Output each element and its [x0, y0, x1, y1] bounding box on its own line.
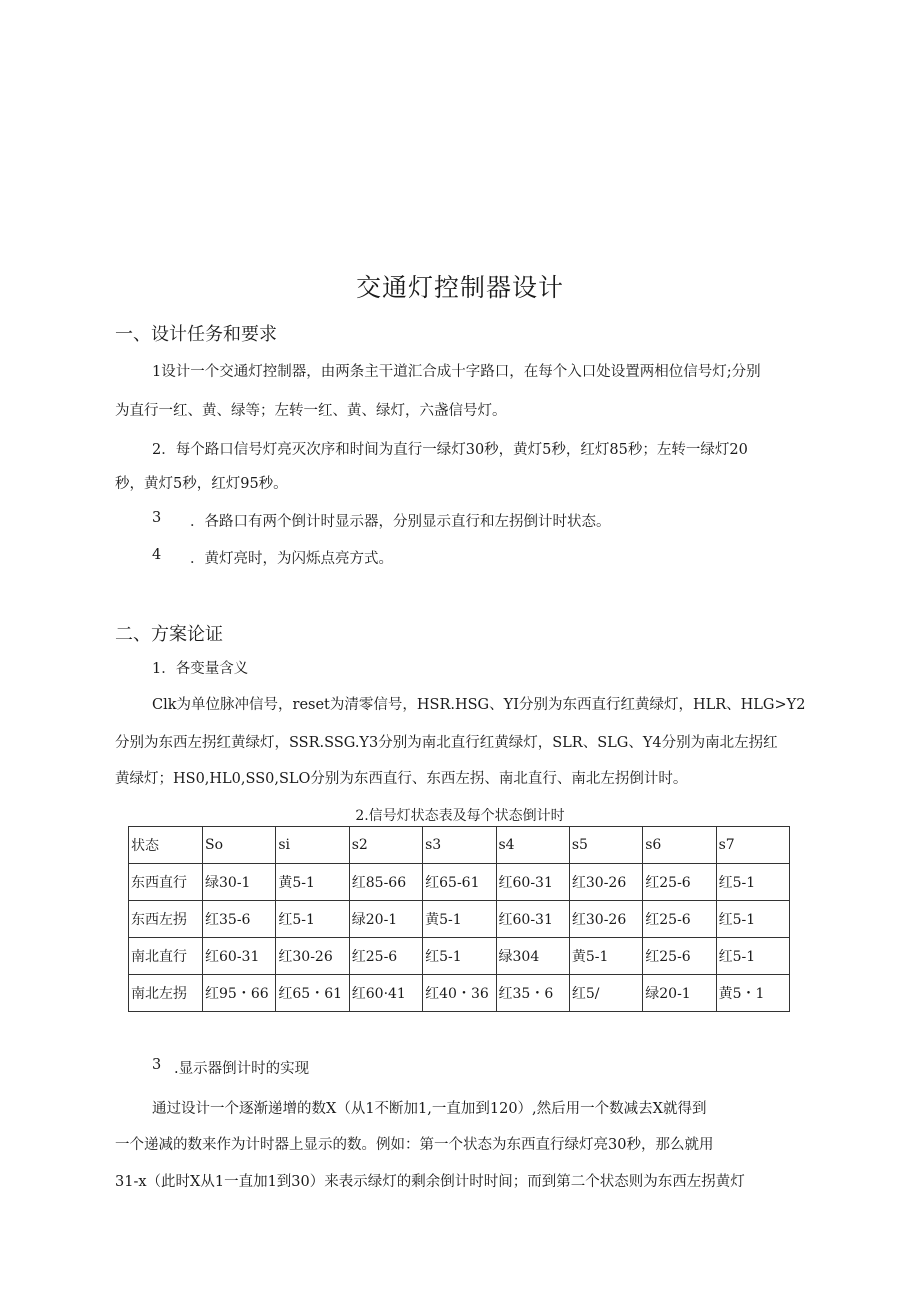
table-row: [129, 975, 790, 1012]
paragraph: 1设计一个交通灯控制器，由两条主干道汇合成十字路口，在每个入口处设置两相位信号灯;分别: [152, 364, 761, 380]
table-cell: 绿20-1: [643, 975, 716, 1012]
table-cell: 南北左拐: [129, 975, 203, 1012]
section-heading-2: 二、方案论证: [115, 624, 223, 645]
table-cell: 黄5-1: [569, 938, 642, 975]
table-header-cell: s3: [423, 827, 496, 864]
table-header-cell: s2: [349, 827, 422, 864]
table-header-cell: So: [203, 827, 276, 864]
list-number: 3: [152, 1057, 162, 1073]
table-cell: 东西左拐: [129, 901, 203, 938]
table-cell: 绿30-1: [203, 864, 276, 901]
table-cell: 红5/: [569, 975, 642, 1012]
paragraph: 一个递减的数来作为计时器上显示的数。例如：第一个状态为东西直行绿灯亮30秒，那么就用: [115, 1137, 714, 1153]
list-number: 3: [152, 510, 162, 526]
table-cell: 红5-1: [716, 901, 789, 938]
table-cell: 红5-1: [423, 938, 496, 975]
paragraph: 秒，黄灯5秒，红灯95秒。: [115, 476, 288, 492]
table-header-cell: s4: [496, 827, 569, 864]
table-header-cell: s5: [569, 827, 642, 864]
table-cell: 红95・66: [203, 975, 276, 1012]
table-cell: 红25-6: [349, 938, 422, 975]
table-cell: 红30-26: [569, 864, 642, 901]
table-row: [129, 864, 790, 901]
page-title: 交通灯控制器设计: [355, 273, 564, 302]
table-cell: 红35-6: [203, 901, 276, 938]
table-cell: 红5-1: [716, 864, 789, 901]
table-cell: 黄5-1: [276, 864, 349, 901]
table-cell: 红60-31: [496, 901, 569, 938]
table-cell: 红60-31: [496, 864, 569, 901]
table-cell: 红85-66: [349, 864, 422, 901]
table-cell: 红25-6: [643, 938, 716, 975]
table-cell: 红30-26: [569, 901, 642, 938]
table-cell: 红25-6: [643, 901, 716, 938]
paragraph: ．黄灯亮时，为闪烁点亮方式。: [190, 551, 393, 567]
table-cell: 红5-1: [716, 938, 789, 975]
table-cell: 红30-26: [276, 938, 349, 975]
paragraph: 黄绿灯；HS0,HL0,SS0,SLO分别为东西直行、东西左拐、南北直行、南北左拐倒计时。: [115, 771, 688, 787]
paragraph: 通过设计一个逐渐递增的数X（从1不断加1,一直加到120）,然后用一个数减去X就得到: [152, 1101, 707, 1117]
table-row: [129, 901, 790, 938]
table-cell: 红40・36: [423, 975, 496, 1012]
table-header-cell: si: [276, 827, 349, 864]
paragraph: ．各路口有两个倒计时显示器，分别显示直行和左拐倒计时状态。: [190, 514, 611, 530]
paragraph: 为直行一红、黄、绿等；左转一红、黄、绿灯，六盏信号灯。: [115, 403, 507, 419]
table-header-cell: 状态: [129, 827, 203, 864]
table-cell: 红35・6: [496, 975, 569, 1012]
paragraph: Clk为单位脉冲信号，reset为清零信号，HSR.HSG、YI分别为东西直行红黄绿灯，HLR、HLG>Y2: [152, 697, 806, 713]
table-cell: 红60-31: [203, 938, 276, 975]
subheading: 1．各变量含义: [152, 661, 249, 677]
table-cell: 南北直行: [129, 938, 203, 975]
table-header-row: [129, 827, 790, 864]
table-cell: 红5-1: [276, 901, 349, 938]
table-cell: 红25-6: [643, 864, 716, 901]
list-number: 4: [152, 547, 162, 563]
signal-state-table: [128, 826, 790, 1012]
table-caption: 2.信号灯状态表及每个状态倒计时: [355, 808, 565, 824]
table-cell: 黄5・1: [716, 975, 789, 1012]
table-header-cell: s7: [716, 827, 789, 864]
table-cell: 黄5-1: [423, 901, 496, 938]
table-cell: 东西直行: [129, 864, 203, 901]
table-cell: 绿20-1: [349, 901, 422, 938]
table-cell: 绿304: [496, 938, 569, 975]
table-row: [129, 938, 790, 975]
table-header-cell: s6: [643, 827, 716, 864]
table-cell: 红65・61: [276, 975, 349, 1012]
paragraph: 分别为东西左拐红黄绿灯，SSR.SSG.Y3分别为南北直行红黄绿灯，SLR、SLG、Y4分别为南北左拐红: [115, 735, 778, 751]
paragraph: 31-x（此时X从1一直加1到30）来表示绿灯的剩余倒计时时间；而到第二个状态则为东西左拐黄灯: [115, 1174, 745, 1190]
table-cell: 红60·41: [349, 975, 422, 1012]
paragraph: 2．每个路口信号灯亮灭次序和时间为直行一绿灯30秒，黄灯5秒，红灯85秒；左转一绿灯20: [152, 442, 748, 458]
table-cell: 红65-61: [423, 864, 496, 901]
subheading: .显示器倒计时的实现: [174, 1061, 310, 1077]
section-heading-1: 一、设计任务和要求: [115, 324, 277, 345]
